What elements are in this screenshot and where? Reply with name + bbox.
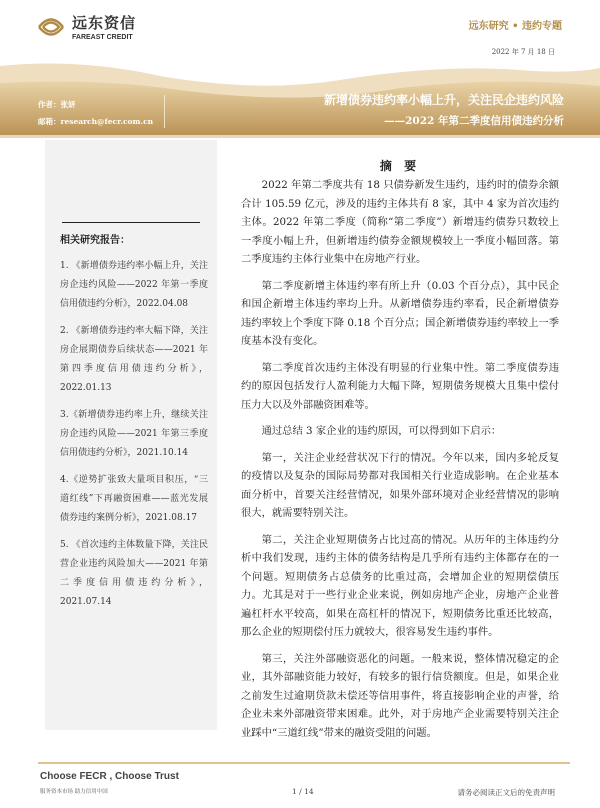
sidebar-divider [62, 222, 200, 223]
logo-english: FAREAST CREDIT [72, 34, 133, 41]
abstract-heading: 摘 要 [379, 159, 421, 173]
abstract-paragraph: 通过总结 3 家企业的违约原因，可以得到如下启示： [261, 425, 502, 437]
report-series: 远东研究 • 违约专题 [468, 21, 562, 32]
abstract-paragraph: 第二，关注企业短期债务占比过高的情况。从历年的主体违约分析中我们发现，违约主体的债务结构是几乎所有违约主体都存在的一个问题。短期债务占总债务的比重过高，会增加企业的短期偿债压力。尤其是对于一些行业企业来说，例如房地产企业，房地产企业普遍杠杆水平较高，如果在高杠杆的情况下，短期债务比重还比较高，那么企业的短期偿付压力就较大，很容易发生违约事件。 [241, 533, 559, 638]
abstract-paragraph: 2022 年第二季度共有 18 只债券新发生违约，违约时的债券余额合计 105.59 亿元，涉及的违约主体共有 8 家，其中 4 家为首次违约主体。2022 年第二季度（简称“第二季度”）新增违约债券只数较上一季度小幅上升，但新增违约债券金额规模较上一季度小幅回落。第二季度违约主体行业集中在房地产行业。 [241, 179, 559, 265]
footer-brand: Choose FECR , Choose Trust [40, 771, 179, 782]
related-report-item[interactable]: 2. 《新增债券违约率大幅下降，关注房企展期债券后续状态——2021 年第四季度信用债违约分析》，2022.01.13 [60, 326, 208, 393]
page-footer [0, 762, 600, 808]
related-report-item[interactable]: 4.《逆势扩张致大量项目积压，“三道红线”下再融资困难——蓝光发展债券违约案例分析》，2021.08.17 [60, 475, 208, 523]
report-subtitle: ——2022 年第二季度信用债违约分析 [384, 115, 564, 127]
related-report-item[interactable]: 3.《新增债券违约率上升，继续关注房企违约风险——2021 年第三季度信用债违约分析》，2021.10.14 [60, 410, 208, 458]
related-reports-list [60, 257, 208, 620]
abstract-section [241, 156, 559, 742]
footer-disclaimer: 请务必阅读正文后的免责声明 [457, 788, 555, 797]
logo-name: 远东资信 [72, 14, 137, 32]
abstract-paragraph: 第二季度首次违约主体没有明显的行业集中性。第二季度债券违约的原因包括发行人盈利能力大幅下降，短期债务规模大且集中偿付压力大以及外部融资困难等。 [241, 361, 559, 411]
related-report-item[interactable]: 5. 《首次违约主体数量下降，关注民营企业违约风险加大——2021 年第二季度信用债违约分析》，2021.07.14 [60, 540, 208, 607]
footer-tagline: 服务资本市场 助力信用中国 [40, 789, 108, 795]
related-report-item[interactable]: 1. 《新增债券违约率小幅上升，关注房企违约风险——2022 年第一季度信用债违约分析》，2022.04.08 [60, 261, 208, 309]
report-title: 新增债券违约率小幅上升，关注民企违约风险 [323, 93, 564, 107]
report-date: 2022 年 7 月 18 日 [491, 48, 555, 56]
abstract-paragraph: 第二季度新增主体违约率有所上升（0.03 个百分点），其中民企和国企新增主体违约率均上升。从新增债券违约率看，民企新增债券违约率较上个季度下降 0.18 个百分点；国企新增债券违约率较上一季度基本没有变化。 [241, 279, 559, 347]
related-reports-heading: 相关研究报告： [60, 235, 130, 246]
author-email[interactable]: 邮箱：research@fecr.com.cn [38, 117, 154, 126]
abstract-paragraph: 第一，关注企业经营状况下行的情况。今年以来，国内多轮反复的疫情以及复杂的国际局势都对我国相关行业造成影响。在企业基本面分析中，首要关注经营情况，如果外部环境对企业经营情况的影响很大，就需要特别关注。 [241, 451, 559, 519]
abstract-paragraph: 第三，关注外部融资恶化的问题。一般来说，整体情况稳定的企业，其外部融资能力较好，有较多的银行信贷额度。但是，如果企业之前发生过逾期贷款未偿还等信用事件，将直接影响企业的声誉，给企业未来外部融资带来困难。此外，对于房地产企业需要特别关注企业踩中“三道红线”带来的融资受阻的问题。 [241, 652, 559, 739]
page-number: 1 / 14 [292, 787, 314, 796]
sidebar [45, 140, 217, 730]
author-name: 作者：张妍 [38, 100, 76, 109]
footer-divider [38, 762, 570, 764]
